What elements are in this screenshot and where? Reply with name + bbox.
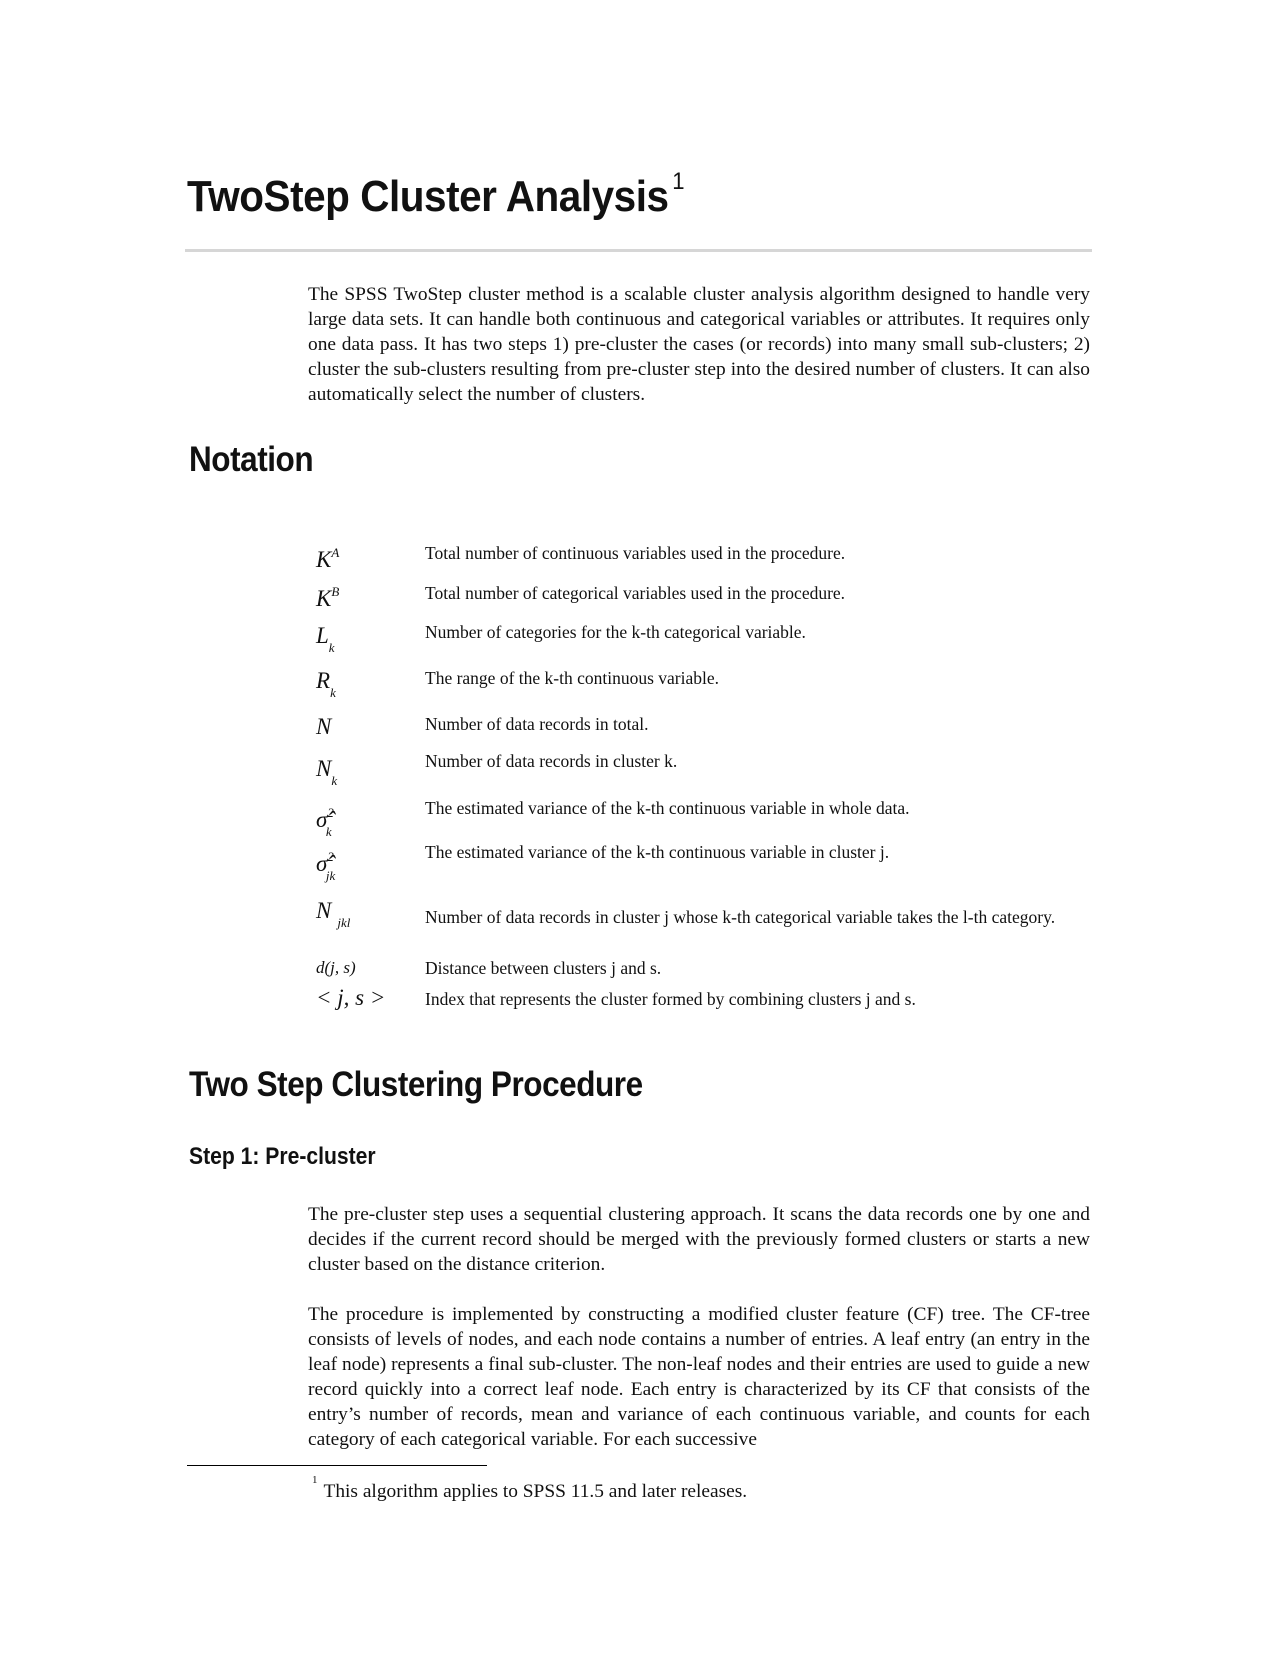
notation-description: Number of categories for the k-th categorical variable. [425,622,806,642]
notation-description: The estimated variance of the k-th continuous variable in whole data. [425,798,910,818]
step1-heading: Step 1: Pre-cluster [189,1143,376,1170]
notation-symbol: d(j, s) [316,958,356,977]
notation-description: Index that represents the cluster formed by combining clusters j and s. [425,989,916,1009]
notation-description: Total number of categorical variables used in the procedure. [425,583,846,603]
notation-symbol: $R_k$ [316,668,336,700]
notation-description: Number of data records in total. [425,714,649,734]
notation-description: The range of the k-th continuous variable. [425,668,719,688]
notation-symbol: N [316,714,332,739]
notation-symbol: $L_k$ [316,623,335,655]
title-footnote-mark: 1 [672,168,685,195]
notation-symbol: σ̂$^2_k$ [316,805,334,839]
page-title [187,168,684,222]
precluster-paragraph-1: The pre-cluster step uses a sequential clustering approach. It scans the data records one by one and decides if the current record should be merged with the previously formed clusters or starts a new cluster based on the distance criterion. [308,1204,1090,1275]
notation-description: Total number of continuous variables used in the procedure. [425,543,846,563]
notation-description: The estimated variance of the k-th continuous variable in cluster j. [425,842,890,862]
notation-symbol: < j, s > [316,985,386,1010]
precluster-paragraph-2: The procedure is implemented by constructing a modified cluster feature (CF) tree. The CF-tree consists of levels of nodes, and each node contains a number of entries. A leaf entry (an entry in the leaf node) represents a final sub-cluster. The non-leaf nodes and their entries are used to guide a new record quickly into a correct leaf node. Each entry is characterized by its CF that consists of the entry’s number of records, mean and variance of each continuous variable, and counts for each category of each categorical variable. For each successive [308,1304,1090,1450]
title-divider [185,249,1092,252]
notation-symbol: N $_{jkl}$ [316,898,351,930]
notation-description: Number of data records in cluster j whose k-th categorical variable takes the l-th category. [425,907,1056,927]
notation-symbol: $N_k$ [316,756,338,788]
footnote [312,1474,747,1503]
notation-symbol: $K^A$ [316,545,340,572]
title-text: TwoStep Cluster Analysis [187,172,669,221]
notation-heading: Notation [189,440,314,479]
notation-symbol: σ̂$^2_{jk}$ [316,849,336,883]
procedure-heading: Two Step Clustering Procedure [189,1065,643,1104]
footnote-mark: 1 [312,1474,318,1486]
notation-description: Distance between clusters j and s. [425,958,662,978]
footnote-text: This algorithm applies to SPSS 11.5 and later releases. [323,1481,748,1502]
footnote-divider [187,1465,487,1466]
notation-symbol: $K^B$ [316,584,340,611]
notation-description: Number of data records in cluster k. [425,751,678,771]
intro-paragraph: The SPSS TwoStep cluster method is a scalable cluster analysis algorithm designed to handle very large data sets. It can handle both continuous and categorical variables or attributes. It requires only one data pass. It has two steps 1) pre-cluster the cases (or records) into many small sub-clusters; 2) cluster the sub-clusters resulting from pre-cluster step into the desired number of clusters. It can also automatically select the number of clusters. [308,284,1090,405]
